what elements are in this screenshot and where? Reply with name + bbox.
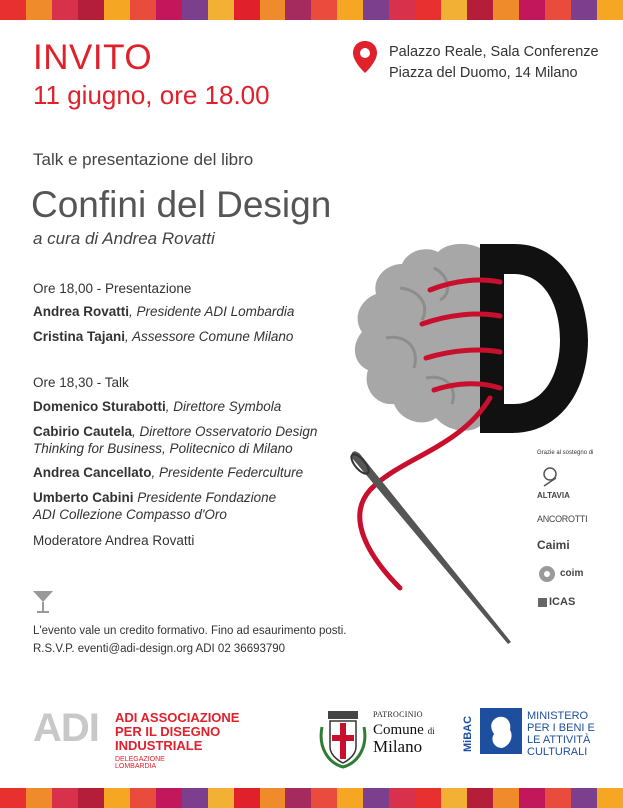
milano-word: Milano <box>373 737 423 756</box>
speaker-line <box>33 303 294 320</box>
adi-delegation-line: DELEGAZIONE <box>115 756 165 763</box>
stripe-segment <box>156 0 182 20</box>
stripe-segment <box>52 0 78 20</box>
location-pin-icon <box>352 40 378 74</box>
icas-square-icon <box>538 598 547 607</box>
speaker-role: , Presidente Federculture <box>151 465 304 480</box>
stripe-segment <box>104 0 130 20</box>
block1-time: Ore 18,00 - Presentazione <box>33 281 192 296</box>
letter-d-shape <box>480 244 588 433</box>
sponsor-icas: ICAS <box>549 596 576 608</box>
speaker-line <box>33 464 303 481</box>
speaker-name: Andrea Cancellato <box>33 465 152 480</box>
venue-line: Palazzo Reale, Sala Conferenze <box>389 44 599 60</box>
sponsor-ancorotti: ANCOROTTI <box>537 514 588 524</box>
speaker-role: , Presidente ADI Lombardia <box>129 304 295 319</box>
comune-di: di <box>427 726 435 736</box>
adi-delegation-line: LOMBARDIA <box>115 763 157 770</box>
needle-shape <box>352 451 511 644</box>
book-title: Confini del Design <box>31 184 332 225</box>
rsvp-contact: R.S.V.P. eventi@adi-design.org ADI 02 36693790 <box>33 643 286 655</box>
speaker-name: Andrea Rovatti <box>33 304 130 319</box>
brain-needle-illustration <box>330 228 600 658</box>
adi-name <box>115 711 239 753</box>
stripe-segment <box>597 788 623 808</box>
sponsor-coim: coim <box>560 568 584 579</box>
stripe-segment <box>337 788 363 808</box>
moderator: Moderatore Andrea Rovatti <box>33 533 195 548</box>
stripe-segment <box>415 0 441 20</box>
stripe-segment <box>519 0 545 20</box>
stripe-segment <box>0 788 26 808</box>
stripe-segment <box>441 788 467 808</box>
stripe-segment <box>0 0 26 20</box>
adi-logo: ADI <box>33 706 99 750</box>
venue-address <box>389 42 599 84</box>
stripe-segment <box>571 0 597 20</box>
speaker-role: , Direttore Osservatorio Design <box>132 424 318 439</box>
ministry-line: CULTURALI <box>527 746 588 758</box>
speaker-role: , Direttore Symbola <box>165 399 282 414</box>
adi-name-line: ADI ASSOCIAZIONE <box>115 710 240 725</box>
stripe-segment <box>285 0 311 20</box>
speaker-name: Cabirio Cautela <box>33 424 133 439</box>
stripe-segment <box>545 788 571 808</box>
stripe-segment <box>519 788 545 808</box>
patrocinio-label: PATROCINIO <box>373 710 423 719</box>
brain-shape <box>355 244 480 431</box>
sponsors-heading: Grazie al sostegno di <box>537 450 594 456</box>
stripe-segment <box>389 0 415 20</box>
speaker-line <box>33 328 293 345</box>
stripe-segment <box>52 788 78 808</box>
stripe-segment <box>493 0 519 20</box>
stripe-segment <box>571 788 597 808</box>
stripe-segment <box>182 0 208 20</box>
stripe-segment <box>545 0 571 20</box>
event-date: 11 giugno, ore 18.00 <box>33 80 270 110</box>
stripe-segment <box>467 0 493 20</box>
stripe-segment <box>156 788 182 808</box>
speaker-role: , Assessore Comune Milano <box>125 329 294 344</box>
milano-coat-of-arms-icon <box>318 707 368 769</box>
speaker-role-cont: ADI Collezione Compasso d'Oro <box>33 507 227 522</box>
stripe-segment <box>260 788 286 808</box>
stripe-segment <box>26 788 52 808</box>
comune-word: Comune <box>373 722 424 738</box>
stripe-segment <box>234 788 260 808</box>
stripe-segment <box>389 788 415 808</box>
mibac-text: MiBAC <box>462 715 474 752</box>
speaker-line <box>33 423 317 457</box>
cocktail-glass-icon <box>32 590 54 614</box>
sponsor-caimi: Caimi <box>537 538 570 552</box>
stripe-segment <box>441 0 467 20</box>
ministry-name <box>527 710 595 758</box>
stripe-segment <box>337 0 363 20</box>
stripe-segment <box>415 788 441 808</box>
speaker-role-cont: Thinking for Business, Politecnico di Milano <box>33 441 293 456</box>
altavia-icon <box>541 466 559 488</box>
stripe-segment <box>78 0 104 20</box>
speaker-name: Umberto Cabini <box>33 490 134 505</box>
mibac-statue-icon <box>480 708 522 754</box>
comune-milano <box>373 722 435 755</box>
stripe-segment <box>234 0 260 20</box>
speaker-role: Presidente Fondazione <box>133 490 277 505</box>
speaker-line <box>33 489 276 523</box>
stripe-segment <box>78 788 104 808</box>
ministry-line: LE ATTIVITÀ <box>527 734 591 746</box>
stripe-segment <box>182 788 208 808</box>
event-subtitle: Talk e presentazione del libro <box>33 150 254 169</box>
book-curator: a cura di Andrea Rovatti <box>33 229 215 248</box>
adi-name-line: INDUSTRIALE <box>115 738 203 753</box>
stripe-segment <box>311 788 337 808</box>
ministry-line: MINISTERO <box>527 710 589 722</box>
stripe-segment <box>26 0 52 20</box>
stripe-segment <box>363 788 389 808</box>
block2-time: Ore 18,30 - Talk <box>33 375 129 390</box>
stripe-segment <box>130 0 156 20</box>
stripe-segment <box>285 788 311 808</box>
speaker-name: Domenico Sturabotti <box>33 399 166 414</box>
stripe-segment <box>597 0 623 20</box>
venue-street: Piazza del Duomo, 14 Milano <box>389 65 578 81</box>
stripe-segment <box>208 788 234 808</box>
bottom-color-stripe <box>0 788 623 808</box>
top-color-stripe <box>0 0 623 20</box>
credit-note: L'evento vale un credito formativo. Fino ad esaurimento posti. <box>33 625 347 637</box>
stripe-segment <box>493 788 519 808</box>
mibac-logo <box>480 708 522 754</box>
stripe-segment <box>208 0 234 20</box>
stripe-segment <box>363 0 389 20</box>
sponsor-altavia: ALTAVIA <box>537 491 570 500</box>
stripe-segment <box>104 788 130 808</box>
ministry-line: PER I BENI E <box>527 722 595 734</box>
mibac-vertical-label <box>460 708 478 754</box>
stripe-segment <box>311 0 337 20</box>
speaker-name: Cristina Tajani <box>33 329 126 344</box>
invito-heading: INVITO <box>33 38 153 77</box>
adi-delegation <box>115 756 165 770</box>
adi-name-line: PER IL DISEGNO <box>115 724 221 739</box>
stripe-segment <box>130 788 156 808</box>
stripe-segment <box>260 0 286 20</box>
coim-flower-icon <box>538 565 556 583</box>
speaker-line <box>33 398 281 415</box>
stripe-segment <box>467 788 493 808</box>
